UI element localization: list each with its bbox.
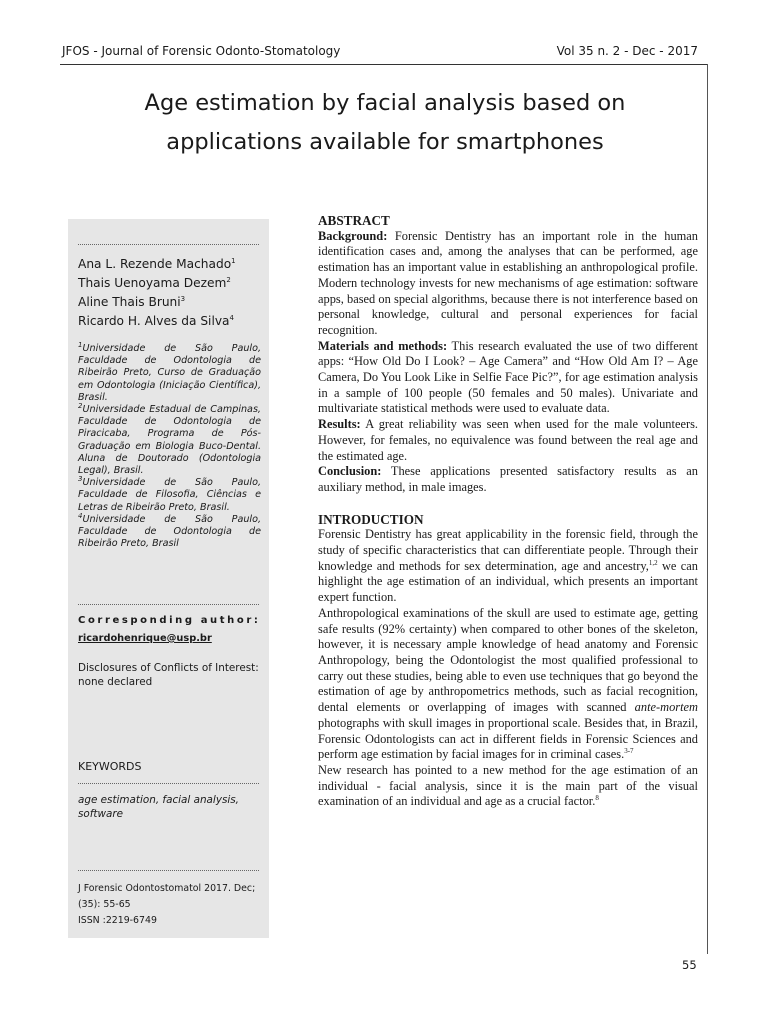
right-margin-divider	[707, 64, 708, 954]
dotted-divider	[78, 783, 259, 784]
affiliation: $^1$Universidade de São Paulo, Faculdade de Odontologia de Ribeirão Preto, Curso de Graduação em Odontologia (Iniciação Científica), Brasil.	[78, 340, 261, 403]
author-name: Thais Uenoyama Dezem$^2$	[78, 275, 231, 290]
introduction-heading: INTRODUCTION	[318, 511, 424, 527]
affiliation-list	[78, 340, 261, 550]
author-name: Aline Thais Bruni$^3$	[78, 294, 186, 309]
intro-paragraph-3: New research has pointed to a new method for the age estimation of an individual - facial analysis, since it is the main part of the visual examination of an individual and age as a crucial factor.$^8$	[318, 762, 698, 809]
corresponding-author-label: Corresponding author:	[78, 615, 261, 626]
issue-info: Vol 35 n. 2 - Dec - 2017	[556, 44, 698, 58]
title-line-1: Age estimation by facial analysis based on	[144, 90, 626, 116]
author-name: Ana L. Rezende Machado$^1$	[78, 256, 236, 271]
author-list	[78, 255, 236, 331]
citation-pages: (35): 55-65	[78, 899, 131, 910]
citation-issn: ISSN :2219-6749	[78, 915, 157, 926]
title-line-2: applications available for smartphones	[166, 129, 604, 155]
abstract-conclusion: Conclusion: These applications presented satisfactory results as an auxiliary method, in male images.	[318, 464, 698, 494]
affiliation: $^4$Universidade de São Paulo, Faculdade de Odontologia de Ribeirão Preto, Brasil	[78, 511, 261, 550]
disclosure-text: Disclosures of Conflicts of Interest: none declared	[78, 662, 259, 688]
citation-journal: J Forensic Odontostomatol 2017. Dec;	[78, 883, 256, 894]
intro-paragraph-2: Anthropological examinations of the skull are used to estimate age, getting safe results (92% certainty) when compared to other bones of the skeleton, however, it is necessary ample knowledge of head anatomy and Forensic Anthropology, being the Odontologist the most qualified professional to carry out these studies, being able to even use techniques that go beyond the estimation of age by anthropometrics methods, such as facial recognition, dental elements or overlapping of images with scanned ante-mortem photographs with skull images in proportional scale. Besides that, in Brazil, Forensic Odontologists can act in different fields in Forensic Sciences and perform age estimation by facial images for in criminal cases.$^{3-7}$	[318, 605, 698, 762]
abstract-heading: ABSTRACT	[318, 213, 390, 228]
dotted-divider	[78, 870, 259, 871]
keywords-text: age estimation, facial analysis, software	[78, 794, 239, 820]
intro-paragraph-1: Forensic Dentistry has great applicability in the forensic field, through the study of specific characteristics that can differentiate people. Through their knowledge and methods for sex determination, age and ancestry,$^{1,2}$ we can highlight the age estimation of an individual, which presents an important expert function.	[318, 527, 699, 605]
corresponding-email-link[interactable]: ricardohenrique@usp.br	[78, 633, 212, 644]
article-title	[90, 84, 680, 162]
abstract-methods: Materials and methods: This research evaluated the use of two different apps: “How Old Do I Look? – Age Camera” and “How Old Am I? – Age Camera, Do You Look Like in Selfie Face Pic?”, for age estimation analysis in a sample of 100 people (50 females and 50 males). Univariate and multivariate statistical methods were used to evaluate data.	[318, 338, 698, 416]
affiliation: $^2$Universidade Estadual de Campinas, Faculdade de Odontologia de Piracicaba, Programa de Pós-Graduação em Biologia Buco-Dental. Aluna de Doutorado (Odontologia Legal), Brasil.	[78, 401, 261, 477]
citation-info	[78, 881, 263, 929]
affiliation: $^3$Universidade de São Paulo, Faculdade de Filosofia, Ciências e Letras de Ribeirão Preto, Brasil.	[78, 475, 261, 513]
abstract-background: Background: Forensic Dentistry has an important role in the human identification cases and, among the analyses that can be performed, age estimation has an important value in establishing an anthropological profile. Modern technology invests for new mechanisms of age estimation: software apps, based on special algorithms, because there is not interference based on personal knowledge, cultural and personal experiences for facial recognition.	[318, 228, 698, 337]
keywords-label: KEYWORDS	[78, 760, 142, 773]
author-name: Ricardo H. Alves da Silva$^4$	[78, 313, 234, 328]
dotted-divider	[78, 604, 259, 605]
journal-name: JFOS - Journal of Forensic Odonto-Stomatology	[62, 44, 341, 58]
abstract-results: Results: A great reliability was seen when used for the male volunteers. However, for females, no equivalence was found between the real age and the estimated age.	[318, 417, 698, 463]
header-divider	[60, 64, 708, 65]
dotted-divider	[78, 244, 259, 245]
sidebar-panel	[68, 219, 269, 938]
page-number: 55	[682, 958, 697, 972]
article-body	[318, 213, 698, 810]
